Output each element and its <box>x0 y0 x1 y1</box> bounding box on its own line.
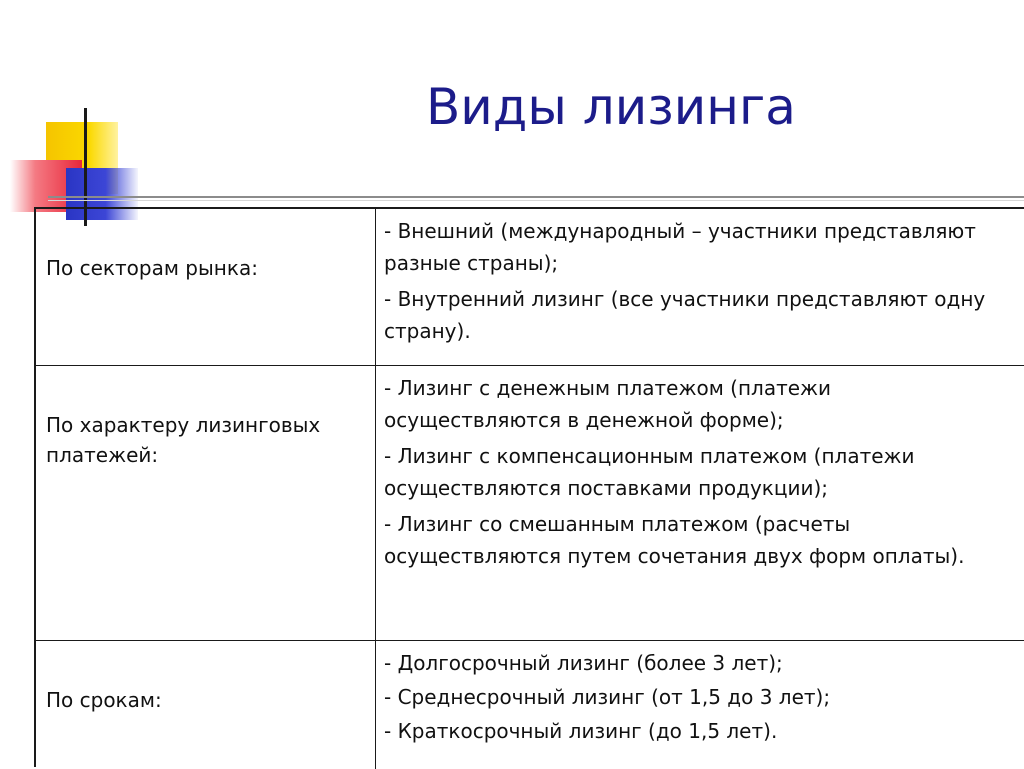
list-item: - Лизинг с денежным платежом (платежи осуществляются в денежной форме); <box>384 376 832 432</box>
items-cell <box>376 641 1024 769</box>
items-list <box>384 372 1014 576</box>
list-item: - Лизинг со смешанным платежом (расчеты осуществляются путем сочетания двух форм оплаты). <box>384 512 965 568</box>
category-cell <box>36 641 376 769</box>
list-item: - Долгосрочный лизинг (более 3 лет); <box>384 651 783 675</box>
table-row <box>36 209 1024 366</box>
category-label: По характеру лизинговых платежей: <box>46 413 321 467</box>
category-label: По срокам: <box>46 688 162 712</box>
list-item: - Среднесрочный лизинг (от 1,5 до 3 лет); <box>384 685 831 709</box>
category-cell <box>36 366 376 640</box>
list-item: - Внутренний лизинг (все участники представляют одну страну). <box>384 287 986 343</box>
table-row <box>36 641 1024 769</box>
leasing-types-table <box>34 207 1024 767</box>
slide-title: Виды лизинга <box>426 78 796 136</box>
list-item: - Краткосрочный лизинг (до 1,5 лет). <box>384 719 778 743</box>
items-list <box>384 647 1014 749</box>
category-label: По секторам рынка: <box>46 256 258 280</box>
title-underline <box>48 196 1024 198</box>
title-underline-shadow <box>48 200 1024 201</box>
items-list <box>384 215 1014 351</box>
category-cell <box>36 209 376 365</box>
table-row <box>36 366 1024 641</box>
items-cell <box>376 209 1024 365</box>
list-item: - Лизинг с компенсационным платежом (платежи осуществляются поставками продукции); <box>384 444 915 500</box>
list-item: - Внешний (международный – участники представляют разные страны); <box>384 219 976 275</box>
items-cell <box>376 366 1024 640</box>
